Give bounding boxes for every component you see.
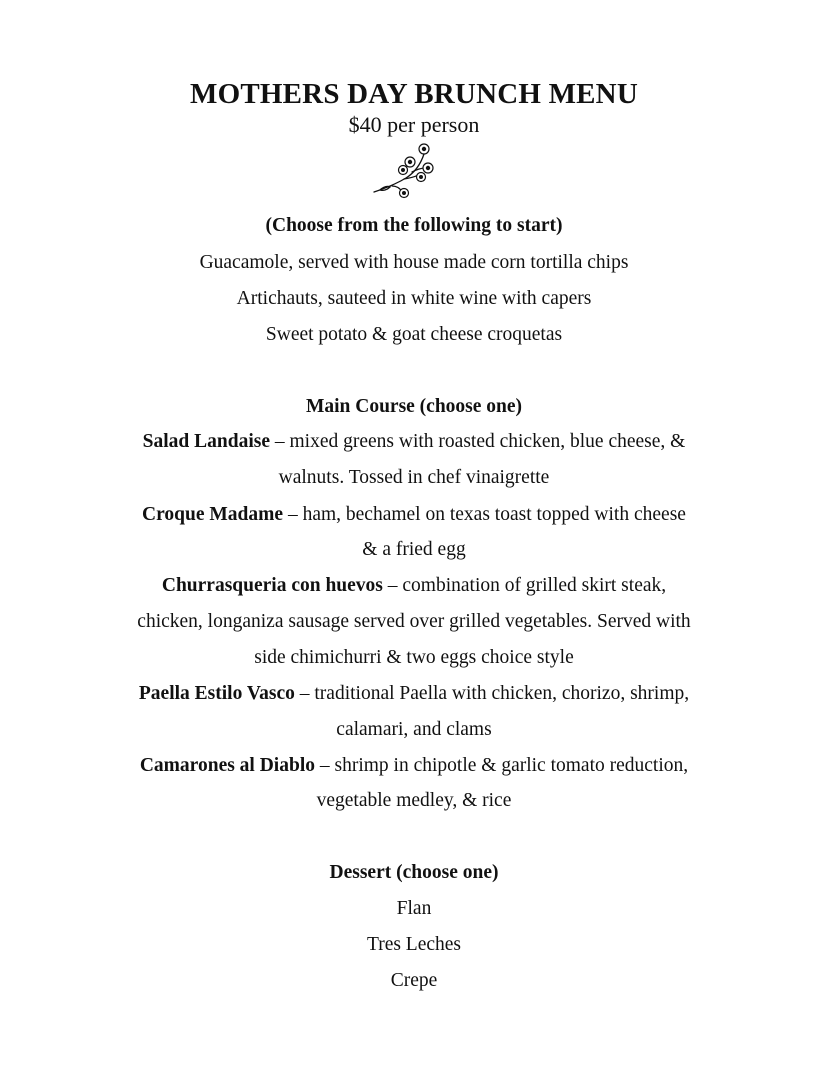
dish-description: calamari, and clams: [336, 719, 492, 740]
starters-heading: (Choose from the following to start): [265, 215, 563, 236]
main-course-heading: Main Course (choose one): [305, 396, 523, 417]
main-item: [0, 502, 828, 528]
dish-description: – ham, bechamel on texas toast topped with cheese: [283, 504, 686, 525]
menu-price: $40 per person: [348, 112, 480, 137]
dish-name: Paella Estilo Vasco: [138, 683, 295, 704]
dish-name: Croque Madame: [142, 504, 284, 525]
dish-description: vegetable medley, & rice: [316, 790, 512, 811]
menu-title: MOTHERS DAY BRUNCH MENU: [190, 78, 638, 110]
dish-description: – mixed greens with roasted chicken, blue cheese, &: [270, 431, 686, 452]
dessert-item: Tres Leches: [366, 934, 462, 955]
dish-description: side chimichurri & two eggs choice style: [254, 647, 574, 668]
dish-description: chicken, longaniza sausage served over grilled vegetables. Served with: [137, 611, 691, 632]
starter-item: Sweet potato & goat cheese croquetas: [265, 324, 563, 345]
dish-name: Churrasqueria con huevos: [161, 575, 383, 596]
dish-description: walnuts. Tossed in chef vinaigrette: [278, 467, 550, 488]
main-item: [0, 573, 828, 599]
dessert-item: Crepe: [390, 970, 438, 991]
main-item: [0, 429, 828, 455]
dish-name: Salad Landaise: [142, 431, 270, 452]
starter-item: Guacamole, served with house made corn tortilla chips: [199, 252, 629, 273]
dish-description: & a fried egg: [362, 539, 466, 560]
dessert-item: Flan: [396, 898, 432, 919]
dish-description: – combination of grilled skirt steak,: [382, 575, 667, 596]
dish-name: Camarones al Diablo: [139, 755, 315, 776]
flower-branch-icon: [370, 140, 440, 204]
dessert-heading: Dessert (choose one): [329, 862, 499, 883]
dish-description: – shrimp in chipotle & garlic tomato reduction,: [315, 755, 689, 776]
main-item: [0, 753, 828, 779]
dish-description: – traditional Paella with chicken, chorizo, shrimp,: [294, 683, 690, 704]
starter-item: Artichauts, sauteed in white wine with capers: [236, 288, 592, 309]
main-item: [0, 681, 828, 707]
